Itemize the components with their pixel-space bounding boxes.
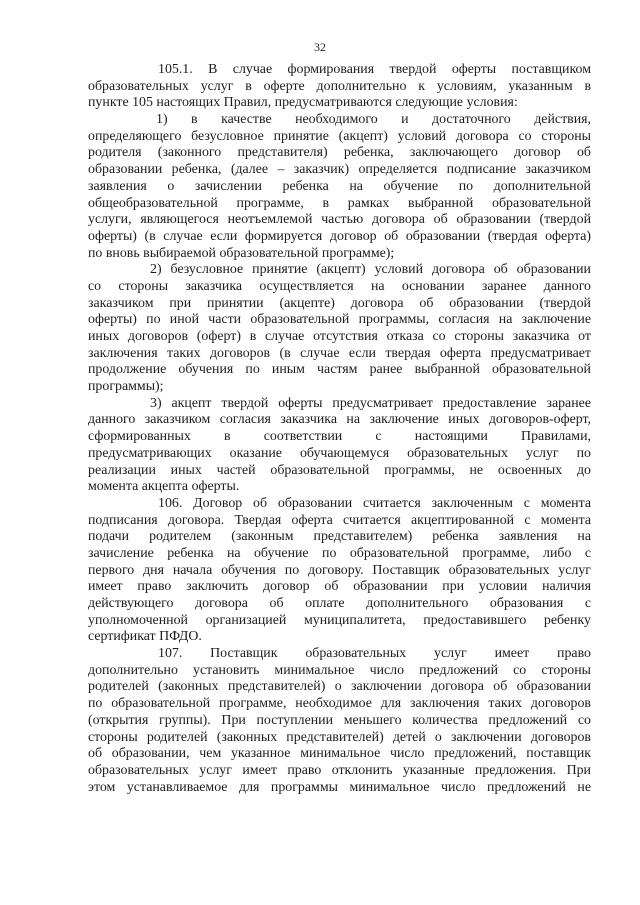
text-line: уполномоченной организацией муниципалитета, предоставившего ребенку [88,612,591,628]
text-line: сформированных в соответствии с настоящими Правилами, [88,429,591,445]
text-line: 107. Поставщик образовательных услуг имеет право [158,646,591,662]
text-line: образовании ребенка, (далее – заказчик) определяется подписание заказчиком [88,162,591,178]
text-line: первого дня начала обучения по договору. Поставщик образовательных услуг [88,562,591,578]
text-line: предусматривающих оказание обучающемуся образовательных услуг по [88,445,591,461]
text-line: зачисление ребенка на обучение по образовательной программе, либо с [88,545,591,561]
text-line: общеобразовательной программе, в рамках выбранной образовательной [88,195,591,211]
text-line: имеет право заключить договор об образовании при условии наличия [88,579,591,595]
text-line: сертификат ПФДО. [88,629,202,645]
text-line: подачи родителем (законным представителем) ребенка заявления на [88,529,591,545]
text-line: заказчиком при принятии (акцепте) договора об образовании (твердой [88,295,591,311]
text-line: 105.1. В случае формирования твердой оферты поставщиком [158,62,591,77]
text-line: (открытия группы). При поступлении меньшего количества предложений со [88,712,591,728]
text-line: образовательных услуг в оферте дополнительно к условиям, указанным в [88,78,591,94]
text-line: услуги, являющегося неотъемлемой частью договора об образовании (твердой [88,212,591,228]
document-body [88,62,591,796]
text-line: определяющего безусловное принятие (акцепт) условий договора со стороны [88,128,591,144]
text-line: программы); [88,379,164,395]
text-line: 2) безусловное принятие (акцепт) условий договора об образовании [150,262,591,278]
text-line: об образовании, чем указанное минимальное число предложений, поставщик [88,746,591,762]
text-line: подписания договора. Твердая оферта считается акцептированной с момента [88,512,591,528]
text-line: продолжение обучения по иным частям ранее выбранной образовательной [88,362,591,378]
text-line: по вновь выбираемой образовательной программе); [88,245,395,261]
text-line: дополнительно установить минимальное число предложений со стороны [88,662,591,678]
text-line: родителя (законного представителя) ребенка, заключающего договор об [88,145,591,161]
text-line: пункте 105 настоящих Правил, предусматриваются следующие условия: [88,95,518,111]
text-line: заключения таких договоров (в случае если твердая оферта предусматривает [88,345,591,361]
text-line: реализации иных частей образовательной программы, не освоенных до [88,462,591,478]
text-line: действующего договора об оплате дополнительного образования с [88,596,591,611]
text-line: оферты) по иной части образовательной программы, согласия на заключение [88,312,591,328]
text-line: данного заказчиком согласия заказчика на заключение иных договоров-оферт, [88,412,591,428]
text-line: со стороны заказчика осуществляется на основании заранее данного [88,278,591,294]
text-line: по образовательной программе, необходимое для заключения таких договоров [88,696,591,712]
text-line: иных договоров (оферт) в случае отсутствия отказа со стороны заказчика от [88,329,591,344]
text-line: родителей (законных представителей) о заключении договора об образовании [88,679,591,695]
text-line: стороны родителей (законных представителей) детей о заключении договоров [88,729,591,745]
text-line: 106. Договор об образовании считается заключенным с момента [158,495,591,511]
text-line: этом устанавливаемое для программы минимальное число предложений не [88,779,591,795]
text-line: момента акцепта оферты. [88,479,240,495]
text-line: 3) акцепт твердой оферты предусматривает предоставление заранее [150,395,591,411]
text-line: 1) в качестве необходимого и достаточного действия, [156,112,591,128]
text-line: образовательных услуг имеет право отклонить указанные предложения. При [88,762,591,778]
text-line: оферты) (в случае если формируется договор об образовании (твердая оферта) [88,228,591,244]
page-number: 32 [314,40,326,54]
text-line: заявления о зачислении ребенка на обучение по дополнительной [88,178,591,194]
